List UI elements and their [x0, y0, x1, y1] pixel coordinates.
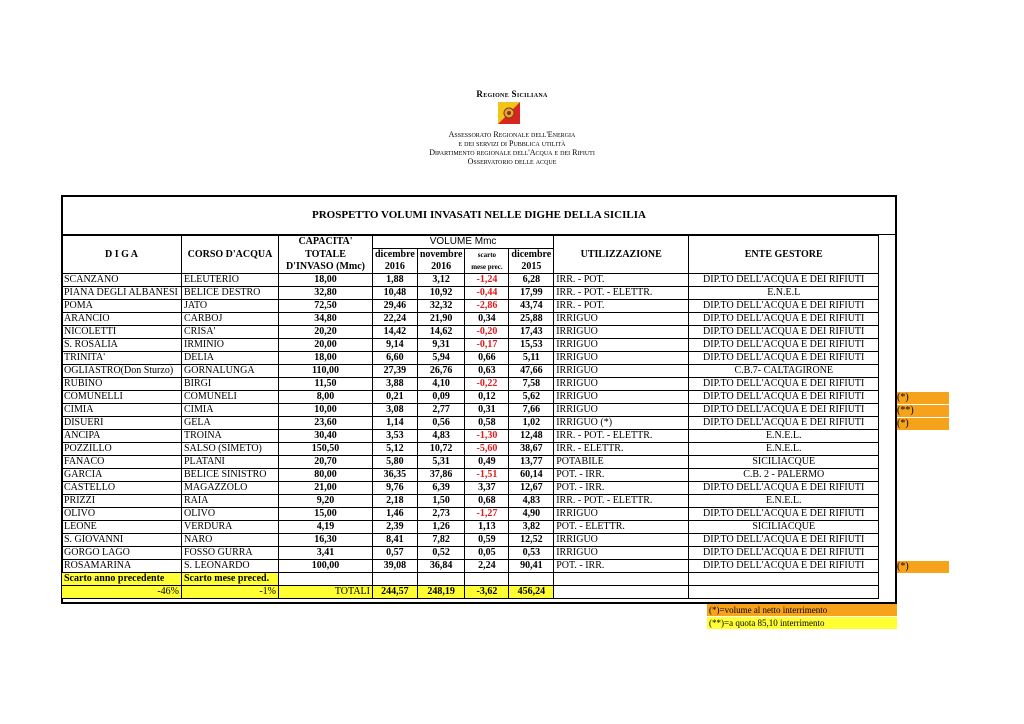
- dec2015-value: 0,53: [509, 547, 554, 560]
- river-name: FOSSO GURRA: [182, 547, 279, 560]
- nov2016-value: 9,31: [417, 339, 465, 352]
- capacity-value: 21,00: [279, 482, 373, 495]
- diga-header: D I G A: [62, 249, 182, 262]
- river-name: ELEUTERIO: [182, 274, 279, 287]
- dec2015-value: 17,99: [509, 287, 554, 300]
- dec2015-header: dicembre: [509, 249, 554, 262]
- nov2016-value: 3,12: [417, 274, 465, 287]
- utilization-value: IRRIGUO: [554, 404, 689, 417]
- dec2015-value: 3,82: [509, 521, 554, 534]
- note-marker: (*): [897, 561, 949, 573]
- river-name: BIRGI: [182, 378, 279, 391]
- river-name: NARO: [182, 534, 279, 547]
- dec2015-value: 13,77: [509, 456, 554, 469]
- river-name: IRMINIO: [182, 339, 279, 352]
- dec2015-value: 25,88: [509, 313, 554, 326]
- manager-value: C.B.7- CALTAGIRONE: [689, 365, 879, 378]
- scarto-anno-pct: -46%: [62, 586, 182, 599]
- department-lines: [0, 130, 1024, 166]
- table-row: [62, 352, 879, 365]
- dec2016-value: 1,14: [373, 417, 418, 430]
- nov2016-year: 2016: [417, 261, 465, 274]
- dam-name: ARANCIO: [62, 313, 182, 326]
- utilization-value: IRRIGUO: [554, 365, 689, 378]
- util-header: UTILIZZAZIONE: [554, 249, 689, 262]
- river-name: OLIVO: [182, 508, 279, 521]
- capacity-value: 20,70: [279, 456, 373, 469]
- dec2016-value: 3,08: [373, 404, 418, 417]
- river-name: CIMIA: [182, 404, 279, 417]
- nov2016-value: 2,77: [417, 404, 465, 417]
- utilization-value: IRRIGUO: [554, 339, 689, 352]
- scarto-value: -1,51: [465, 469, 509, 482]
- totals-row: [62, 586, 879, 599]
- total-nov2016: 248,19: [417, 586, 465, 599]
- dec2015-value: 60,14: [509, 469, 554, 482]
- scarto-value: 0,31: [465, 404, 509, 417]
- table-row: [62, 521, 879, 534]
- scarto-value: -0,17: [465, 339, 509, 352]
- dam-name: CIMIA: [62, 404, 182, 417]
- capacity-value: 3,41: [279, 547, 373, 560]
- capacity-value: 23,60: [279, 417, 373, 430]
- manager-value: DIP.TO DELL'ACQUA E DEI RIFIUTI: [689, 391, 879, 404]
- dec2015-value: 6,28: [509, 274, 554, 287]
- capacity-value: 11,50: [279, 378, 373, 391]
- table-row: [62, 443, 879, 456]
- note-marker: (*): [897, 418, 949, 430]
- dec2015-value: 4,90: [509, 508, 554, 521]
- dam-name: S. ROSALIA: [62, 339, 182, 352]
- capacity-value: 18,00: [279, 274, 373, 287]
- corso-header: CORSO D'ACQUA: [182, 249, 279, 262]
- manager-value: E.N.E.L: [689, 287, 879, 300]
- nov2016-value: 6,39: [417, 482, 465, 495]
- capacity-value: 4,19: [279, 521, 373, 534]
- dec2015-value: 15,53: [509, 339, 554, 352]
- header-line: Assessorato Regionale dell'Energia: [448, 130, 576, 139]
- note-marker: (*): [897, 392, 949, 404]
- manager-value: E.N.E.L.: [689, 430, 879, 443]
- capacity-value: 110,00: [279, 365, 373, 378]
- utilization-value: IRR. - POT. - ELETTR.: [554, 430, 689, 443]
- utilization-value: IRR. - POT.: [554, 274, 689, 287]
- manager-value: SICILIACQUE: [689, 521, 879, 534]
- dam-name: NICOLETTI: [62, 326, 182, 339]
- dam-name: GORGO LAGO: [62, 547, 182, 560]
- utilization-value: IRR. - POT.: [554, 300, 689, 313]
- table-row: [62, 378, 879, 391]
- dam-name: OGLIASTRO(Don Sturzo): [62, 365, 182, 378]
- scarto-value: 0,58: [465, 417, 509, 430]
- capacity-value: 15,00: [279, 508, 373, 521]
- scarto-value: 0,68: [465, 495, 509, 508]
- dec2016-value: 6,60: [373, 352, 418, 365]
- dec2015-value: 1,02: [509, 417, 554, 430]
- dam-name: GARCIA: [62, 469, 182, 482]
- manager-value: DIP.TO DELL'ACQUA E DEI RIFIUTI: [689, 352, 879, 365]
- river-name: COMUNELI: [182, 391, 279, 404]
- dec2016-value: 9,76: [373, 482, 418, 495]
- utilization-value: IRRIGUO: [554, 352, 689, 365]
- trinacria-emblem-icon: [496, 100, 522, 126]
- nov2016-value: 4,83: [417, 430, 465, 443]
- capacity-value: 18,00: [279, 352, 373, 365]
- table-row: [62, 547, 879, 560]
- dec2016-value: 1,88: [373, 274, 418, 287]
- river-name: BELICE DESTRO: [182, 287, 279, 300]
- nov2016-value: 0,09: [417, 391, 465, 404]
- manager-value: DIP.TO DELL'ACQUA E DEI RIFIUTI: [689, 326, 879, 339]
- dec2016-value: 22,24: [373, 313, 418, 326]
- dec2016-value: 3,88: [373, 378, 418, 391]
- nov2016-value: 5,94: [417, 352, 465, 365]
- table-row: [62, 274, 879, 287]
- dec2015-value: 90,41: [509, 560, 554, 573]
- nov2016-value: 1,50: [417, 495, 465, 508]
- dam-name: ROSAMARINA: [62, 560, 182, 573]
- utilization-value: POT. - IRR.: [554, 469, 689, 482]
- scarto-value: -5,60: [465, 443, 509, 456]
- scarto-anno-label: Scarto anno precedente: [62, 573, 182, 586]
- river-name: JATO: [182, 300, 279, 313]
- capacity-header-2: TOTALE: [279, 249, 373, 262]
- dec2015-value: 17,43: [509, 326, 554, 339]
- utilization-value: IRR. - POT. - ELETTR.: [554, 287, 689, 300]
- dec2016-value: 14,42: [373, 326, 418, 339]
- scarto-value: -2,86: [465, 300, 509, 313]
- dec2016-value: 3,53: [373, 430, 418, 443]
- capacity-value: 72,50: [279, 300, 373, 313]
- manager-value: DIP.TO DELL'ACQUA E DEI RIFIUTI: [689, 508, 879, 521]
- dec2016-value: 29,46: [373, 300, 418, 313]
- dam-name: RUBINO: [62, 378, 182, 391]
- table-row: [62, 417, 879, 430]
- manager-value: DIP.TO DELL'ACQUA E DEI RIFIUTI: [689, 313, 879, 326]
- scarto-value: 0,66: [465, 352, 509, 365]
- scarto-value: -1,30: [465, 430, 509, 443]
- scarto-value: -0,22: [465, 378, 509, 391]
- volume-header: VOLUME Mmc: [373, 236, 554, 249]
- dec2016-value: 5,80: [373, 456, 418, 469]
- scarto-value: 1,13: [465, 521, 509, 534]
- river-name: GELA: [182, 417, 279, 430]
- table-row: [62, 326, 879, 339]
- footnote-interrimento: (*)=volume al netto interrimento: [707, 604, 897, 616]
- manager-value: DIP.TO DELL'ACQUA E DEI RIFIUTI: [689, 378, 879, 391]
- scarto-mese-pct: -1%: [182, 586, 279, 599]
- nov2016-value: 0,52: [417, 547, 465, 560]
- dam-name: CASTELLO: [62, 482, 182, 495]
- dec2015-year: 2015: [509, 261, 554, 274]
- dec2016-header: dicembre: [373, 249, 418, 262]
- utilization-value: POTABILE: [554, 456, 689, 469]
- dec2015-value: 5,11: [509, 352, 554, 365]
- dam-name: DISUERI: [62, 417, 182, 430]
- dec2015-value: 4,83: [509, 495, 554, 508]
- river-name: CRISA': [182, 326, 279, 339]
- scarto-value: -1,24: [465, 274, 509, 287]
- river-name: GORNALUNGA: [182, 365, 279, 378]
- river-name: PLATANI: [182, 456, 279, 469]
- manager-value: E.N.E.L.: [689, 443, 879, 456]
- summary-label-row: [62, 573, 879, 586]
- dec2016-year: 2016: [373, 261, 418, 274]
- dec2015-value: 12,67: [509, 482, 554, 495]
- manager-value: DIP.TO DELL'ACQUA E DEI RIFIUTI: [689, 482, 879, 495]
- dec2015-value: 47,66: [509, 365, 554, 378]
- nov2016-value: 36,84: [417, 560, 465, 573]
- utilization-value: IRRIGUO: [554, 378, 689, 391]
- nov2016-value: 5,31: [417, 456, 465, 469]
- dam-name: PIANA DEGLI ALBANESI: [62, 287, 182, 300]
- table-row: [62, 287, 879, 300]
- dam-name: COMUNELLI: [62, 391, 182, 404]
- utilization-value: IRRIGUO: [554, 326, 689, 339]
- dec2016-value: 39,08: [373, 560, 418, 573]
- capacity-value: 20,00: [279, 339, 373, 352]
- capacity-header-3: D'INVASO (Mmc): [279, 261, 373, 274]
- nov2016-value: 14,62: [417, 326, 465, 339]
- dec2016-value: 36,35: [373, 469, 418, 482]
- river-name: SALSO (SIMETO): [182, 443, 279, 456]
- utilization-value: POT. - IRR.: [554, 482, 689, 495]
- dam-name: PRIZZI: [62, 495, 182, 508]
- capacity-value: 32,80: [279, 287, 373, 300]
- scarto-mese-label: Scarto mese preced.: [182, 573, 279, 586]
- river-name: MAGAZZOLO: [182, 482, 279, 495]
- dam-name: POZZILLO: [62, 443, 182, 456]
- scarto-value: 3,37: [465, 482, 509, 495]
- note-marker: (**): [897, 405, 949, 417]
- manager-value: DIP.TO DELL'ACQUA E DEI RIFIUTI: [689, 547, 879, 560]
- nov2016-header: novembre: [417, 249, 465, 262]
- total-scarto: -3,62: [465, 586, 509, 599]
- nov2016-value: 7,82: [417, 534, 465, 547]
- dam-name: LEONE: [62, 521, 182, 534]
- utilization-value: IRR. - ELETTR.: [554, 443, 689, 456]
- nov2016-value: 26,76: [417, 365, 465, 378]
- nov2016-value: 32,32: [417, 300, 465, 313]
- nov2016-value: 2,73: [417, 508, 465, 521]
- dec2015-value: 12,48: [509, 430, 554, 443]
- table-row: [62, 391, 879, 404]
- dec2016-value: 10,48: [373, 287, 418, 300]
- capacity-value: 8,00: [279, 391, 373, 404]
- manager-value: DIP.TO DELL'ACQUA E DEI RIFIUTI: [689, 274, 879, 287]
- dec2016-value: 0,57: [373, 547, 418, 560]
- dam-name: FANACO: [62, 456, 182, 469]
- scarto-value: 0,34: [465, 313, 509, 326]
- river-name: S. LEONARDO: [182, 560, 279, 573]
- capacity-value: 9,20: [279, 495, 373, 508]
- header-line: e dei servizi di Pubblica utilità: [458, 139, 566, 148]
- table-row: [62, 456, 879, 469]
- utilization-value: IRR. - POT. - ELETTR.: [554, 495, 689, 508]
- table-row: [62, 508, 879, 521]
- manager-value: SICILIACQUE: [689, 456, 879, 469]
- capacity-value: 16,30: [279, 534, 373, 547]
- capacity-value: 100,00: [279, 560, 373, 573]
- scarto-value: 0,59: [465, 534, 509, 547]
- manager-value: DIP.TO DELL'ACQUA E DEI RIFIUTI: [689, 560, 879, 573]
- manager-value: C.B. 2 - PALERMO: [689, 469, 879, 482]
- manager-value: DIP.TO DELL'ACQUA E DEI RIFIUTI: [689, 339, 879, 352]
- scarto-value: 0,49: [465, 456, 509, 469]
- dams-table: [61, 235, 879, 599]
- nov2016-value: 10,92: [417, 287, 465, 300]
- scarto-header: scarto: [465, 249, 509, 262]
- scarto-sub: mese prec.: [465, 261, 509, 274]
- dec2015-value: 38,67: [509, 443, 554, 456]
- table-row: [62, 339, 879, 352]
- table-row: [62, 534, 879, 547]
- manager-value: DIP.TO DELL'ACQUA E DEI RIFIUTI: [689, 417, 879, 430]
- region-title: Regione Siciliana: [476, 89, 548, 99]
- table-row: [62, 495, 879, 508]
- river-name: RAIA: [182, 495, 279, 508]
- table-row: [62, 482, 879, 495]
- table-row: [62, 430, 879, 443]
- header-line: Dipartimento regionale dell'Acqua e dei Rifiuti: [429, 148, 595, 157]
- table-title: PROSPETTO VOLUMI INVASATI NELLE DIGHE DELLA SICILIA: [61, 195, 897, 235]
- utilization-value: IRRIGUO: [554, 547, 689, 560]
- dec2016-value: 27,39: [373, 365, 418, 378]
- dec2015-value: 5,62: [509, 391, 554, 404]
- utilization-value: IRRIGUO: [554, 508, 689, 521]
- dec2015-value: 7,66: [509, 404, 554, 417]
- utilization-value: IRRIGUO: [554, 391, 689, 404]
- river-name: TROINA: [182, 430, 279, 443]
- scarto-value: -0,44: [465, 287, 509, 300]
- nov2016-value: 4,10: [417, 378, 465, 391]
- dam-name: POMA: [62, 300, 182, 313]
- dec2016-value: 5,12: [373, 443, 418, 456]
- dec2015-value: 43,74: [509, 300, 554, 313]
- river-name: CARBOJ: [182, 313, 279, 326]
- manager-value: DIP.TO DELL'ACQUA E DEI RIFIUTI: [689, 404, 879, 417]
- header-line: Osservatorio delle acque: [467, 157, 557, 166]
- dam-name: SCANZANO: [62, 274, 182, 287]
- nov2016-value: 10,72: [417, 443, 465, 456]
- scarto-value: 2,24: [465, 560, 509, 573]
- capacity-value: 20,20: [279, 326, 373, 339]
- totals-label: TOTALI: [279, 586, 373, 599]
- dec2016-value: 9,14: [373, 339, 418, 352]
- river-name: BELICE SINISTRO: [182, 469, 279, 482]
- dam-name: S. GIOVANNI: [62, 534, 182, 547]
- nov2016-value: 0,56: [417, 417, 465, 430]
- nov2016-value: 1,26: [417, 521, 465, 534]
- dam-name: OLIVO: [62, 508, 182, 521]
- footnote-quota: (**)=a quota 85,10 interrimento: [707, 617, 897, 629]
- capacity-value: 80,00: [279, 469, 373, 482]
- dec2016-value: 0,21: [373, 391, 418, 404]
- dec2016-value: 2,18: [373, 495, 418, 508]
- scarto-value: 0,05: [465, 547, 509, 560]
- river-name: VERDURA: [182, 521, 279, 534]
- scarto-value: 0,63: [465, 365, 509, 378]
- scarto-value: 0,12: [465, 391, 509, 404]
- table-row: [62, 469, 879, 482]
- dec2016-value: 8,41: [373, 534, 418, 547]
- table-row: [62, 365, 879, 378]
- capacity-value: 34,80: [279, 313, 373, 326]
- capacity-value: 150,50: [279, 443, 373, 456]
- capacity-header: CAPACITA': [279, 236, 373, 249]
- dec2016-value: 1,46: [373, 508, 418, 521]
- nov2016-value: 21,90: [417, 313, 465, 326]
- dec2015-value: 7,58: [509, 378, 554, 391]
- utilization-value: IRRIGUO: [554, 534, 689, 547]
- scarto-value: -0,20: [465, 326, 509, 339]
- nov2016-value: 37,86: [417, 469, 465, 482]
- manager-value: E.N.E.L.: [689, 495, 879, 508]
- scarto-value: -1,27: [465, 508, 509, 521]
- dec2016-value: 2,39: [373, 521, 418, 534]
- manager-value: DIP.TO DELL'ACQUA E DEI RIFIUTI: [689, 534, 879, 547]
- total-dec2016: 244,57: [373, 586, 418, 599]
- total-dec2015: 456,24: [509, 586, 554, 599]
- dec2015-value: 12,52: [509, 534, 554, 547]
- river-name: DELIA: [182, 352, 279, 365]
- utilization-value: IRRIGUO (*): [554, 417, 689, 430]
- table-row: [62, 313, 879, 326]
- dam-name: TRINITA': [62, 352, 182, 365]
- capacity-value: 10,00: [279, 404, 373, 417]
- utilization-value: POT. - IRR.: [554, 560, 689, 573]
- dam-name: ANCIPA: [62, 430, 182, 443]
- capacity-value: 30,40: [279, 430, 373, 443]
- table-row: [62, 404, 879, 417]
- manager-value: DIP.TO DELL'ACQUA E DEI RIFIUTI: [689, 300, 879, 313]
- utilization-value: IRRIGUO: [554, 313, 689, 326]
- ente-header: ENTE GESTORE: [689, 249, 879, 262]
- table-row: [62, 300, 879, 313]
- utilization-value: POT. - ELETTR.: [554, 521, 689, 534]
- table-row: [62, 560, 879, 573]
